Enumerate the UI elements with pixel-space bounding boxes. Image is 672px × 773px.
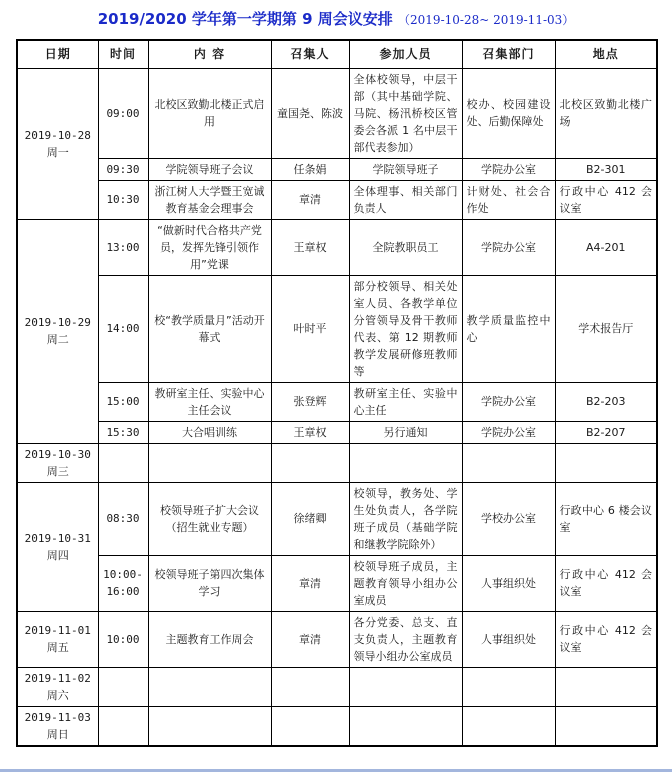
bottom-divider bbox=[0, 769, 672, 772]
participants-cell: 教研室主任、实验中心主任 bbox=[349, 382, 462, 421]
header-convener: 召集人 bbox=[271, 40, 349, 68]
content-cell: 主题教育工作周会 bbox=[148, 611, 271, 667]
weekday-text: 周二 bbox=[46, 333, 69, 346]
convener-cell: 童国尧、陈波 bbox=[271, 68, 349, 158]
content-cell: 北校区致勤北楼正式启用 bbox=[148, 68, 271, 158]
content-cell: “做新时代合格共产党员，发挥先锋引领作用”党课 bbox=[148, 219, 271, 275]
time-cell: 09:30 bbox=[98, 158, 148, 180]
convener-cell bbox=[271, 443, 349, 482]
convener-cell: 章清 bbox=[271, 611, 349, 667]
content-cell bbox=[148, 443, 271, 482]
participants-cell: 部分校领导、相关处室人员、各教学单位分管领导及骨干教师代表、第 12 期教师教学发展研修班教师等 bbox=[349, 275, 462, 382]
header-location: 地点 bbox=[555, 40, 657, 68]
location-cell: B2-301 bbox=[555, 158, 657, 180]
convener-cell bbox=[271, 706, 349, 746]
table-row bbox=[17, 482, 657, 555]
date-text: 2019-11-02 bbox=[24, 671, 91, 685]
convener-cell: 徐绪卿 bbox=[271, 482, 349, 555]
participants-cell: 另行通知 bbox=[349, 421, 462, 443]
weekday-text: 周六 bbox=[46, 688, 69, 702]
location-cell: 行政中心 412 会议室 bbox=[555, 555, 657, 611]
table-row bbox=[17, 667, 657, 706]
weekday-text: 周五 bbox=[46, 641, 69, 654]
header-content: 内 容 bbox=[148, 40, 271, 68]
table-row bbox=[17, 443, 657, 482]
content-cell: 浙江树人大学暨王宽诚教育基金会理事会 bbox=[148, 180, 271, 219]
table-row bbox=[17, 275, 657, 382]
location-cell: 行政中心 6 楼会议室 bbox=[555, 482, 657, 555]
convener-cell: 叶时平 bbox=[271, 275, 349, 382]
date-cell bbox=[17, 482, 98, 611]
location-cell: 北校区致勤北楼广场 bbox=[555, 68, 657, 158]
content-cell: 大合唱训练 bbox=[148, 421, 271, 443]
convener-cell: 王章权 bbox=[271, 219, 349, 275]
department-cell bbox=[462, 706, 555, 746]
table-row bbox=[17, 158, 657, 180]
table-row bbox=[17, 180, 657, 219]
department-cell bbox=[462, 443, 555, 482]
convener-cell: 章清 bbox=[271, 555, 349, 611]
location-cell: 行政中心 412 会议室 bbox=[555, 180, 657, 219]
weekday-text: 周三 bbox=[46, 464, 69, 478]
weekday-text: 周一 bbox=[46, 145, 69, 159]
participants-cell: 全体理事、相关部门负责人 bbox=[349, 180, 462, 219]
header-date: 日期 bbox=[17, 40, 98, 68]
content-cell: 教研室主任、实验中心主任会议 bbox=[148, 382, 271, 421]
date-text: 2019-11-03 bbox=[24, 710, 91, 724]
department-cell: 人事组织处 bbox=[462, 555, 555, 611]
table-row bbox=[17, 421, 657, 443]
time-cell bbox=[98, 667, 148, 706]
department-cell: 学院办公室 bbox=[462, 219, 555, 275]
convener-cell: 章清 bbox=[271, 180, 349, 219]
department-cell: 学院办公室 bbox=[462, 382, 555, 421]
convener-cell: 张登辉 bbox=[271, 382, 349, 421]
schedule-table bbox=[16, 39, 658, 747]
content-cell bbox=[148, 706, 271, 746]
time-cell bbox=[98, 443, 148, 482]
location-cell: 学术报告厅 bbox=[555, 275, 657, 382]
convener-cell: 王章权 bbox=[271, 421, 349, 443]
time-cell: 13:00 bbox=[98, 219, 148, 275]
table-row bbox=[17, 382, 657, 421]
date-cell bbox=[17, 443, 98, 482]
location-cell bbox=[555, 443, 657, 482]
convener-cell: 任条娟 bbox=[271, 158, 349, 180]
participants-cell: 全体校领导，中层干部（其中基础学院、马院、杨汛桥校区管委会各派 1 名中层干部代表参加） bbox=[349, 68, 462, 158]
date-cell bbox=[17, 219, 98, 443]
date-cell bbox=[17, 706, 98, 746]
date-text: 2019-10-29 bbox=[24, 316, 91, 329]
time-cell: 14:00 bbox=[98, 275, 148, 382]
content-cell: 校领导班子扩大会议（招生就业专题） bbox=[148, 482, 271, 555]
department-cell: 学院办公室 bbox=[462, 158, 555, 180]
header-department: 召集部门 bbox=[462, 40, 555, 68]
date-text: 2019-10-30 bbox=[24, 447, 91, 461]
participants-cell bbox=[349, 667, 462, 706]
table-row bbox=[17, 706, 657, 746]
weekday-text: 周日 bbox=[46, 727, 69, 741]
header-time: 时间 bbox=[98, 40, 148, 68]
date-text: 2019-11-01 bbox=[24, 624, 91, 637]
table-row bbox=[17, 555, 657, 611]
location-cell: A4-201 bbox=[555, 219, 657, 275]
convener-cell bbox=[271, 667, 349, 706]
location-cell: B2-207 bbox=[555, 421, 657, 443]
page-title-main: 2019/2020 学年第一学期第 9 周会议安排 bbox=[97, 10, 393, 28]
department-cell: 计财处、社会合作处 bbox=[462, 180, 555, 219]
date-text: 2019-10-31 bbox=[24, 531, 91, 545]
date-text: 2019-10-28 bbox=[24, 128, 91, 142]
page-title-date-range: （2019-10-28~ 2019-11-03） bbox=[398, 13, 575, 27]
department-cell: 学院办公室 bbox=[462, 421, 555, 443]
time-cell: 15:30 bbox=[98, 421, 148, 443]
time-cell: 09:00 bbox=[98, 68, 148, 158]
department-cell: 教学质量监控中心 bbox=[462, 275, 555, 382]
location-cell: 行政中心 412 会议室 bbox=[555, 611, 657, 667]
participants-cell: 学院领导班子 bbox=[349, 158, 462, 180]
content-cell: 学院领导班子会议 bbox=[148, 158, 271, 180]
participants-cell: 校领导班子成员，主题教育领导小组办公室成员 bbox=[349, 555, 462, 611]
header-row bbox=[17, 40, 657, 68]
table-row bbox=[17, 219, 657, 275]
participants-cell: 全院教职员工 bbox=[349, 219, 462, 275]
time-cell: 08:30 bbox=[98, 482, 148, 555]
department-cell: 人事组织处 bbox=[462, 611, 555, 667]
participants-cell: 各分党委、总支、直支负责人，主题教育领导小组办公室成员 bbox=[349, 611, 462, 667]
time-cell: 10:00 bbox=[98, 611, 148, 667]
date-cell bbox=[17, 611, 98, 667]
location-cell bbox=[555, 706, 657, 746]
time-cell bbox=[98, 706, 148, 746]
location-cell: B2-203 bbox=[555, 382, 657, 421]
time-cell: 15:00 bbox=[98, 382, 148, 421]
time-cell: 10:00-16:00 bbox=[98, 555, 148, 611]
date-cell bbox=[17, 667, 98, 706]
department-cell: 学校办公室 bbox=[462, 482, 555, 555]
date-cell bbox=[17, 68, 98, 219]
department-cell: 校办、校园建设处、后勤保障处 bbox=[462, 68, 555, 158]
location-cell bbox=[555, 667, 657, 706]
time-cell: 10:30 bbox=[98, 180, 148, 219]
content-cell: 校领导班子第四次集体学习 bbox=[148, 555, 271, 611]
table-row bbox=[17, 611, 657, 667]
department-cell bbox=[462, 667, 555, 706]
weekday-text: 周四 bbox=[46, 548, 69, 562]
header-participants: 参加人员 bbox=[349, 40, 462, 68]
page-title bbox=[0, 9, 672, 30]
participants-cell: 校领导，教务处、学生处负责人，各学院班子成员（基础学院和继教学院除外） bbox=[349, 482, 462, 555]
content-cell: 校“教学质量月”活动开幕式 bbox=[148, 275, 271, 382]
participants-cell bbox=[349, 443, 462, 482]
table-row bbox=[17, 68, 657, 158]
participants-cell bbox=[349, 706, 462, 746]
content-cell bbox=[148, 667, 271, 706]
